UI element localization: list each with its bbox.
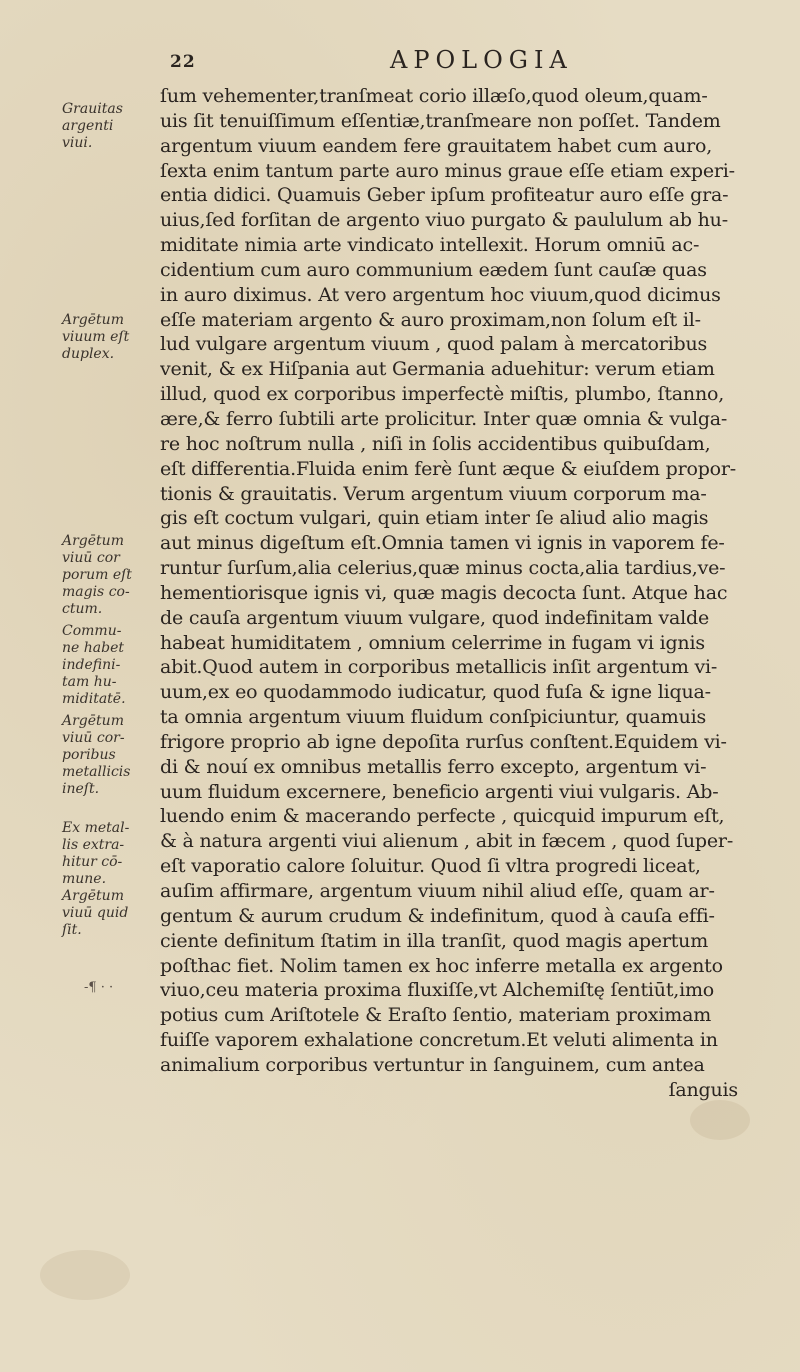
text-line: uum,ex eo quodammodo iudicatur, quod fuſa & igne liqua- [160,681,711,704]
margin-note [62,713,162,798]
text-line: eſt vaporatio calore ſoluitur. Quod ſi vltra progredi liceat, [160,855,701,878]
text-line: gentum & aurum crudum & indefinitum, quod à cauſa effi- [160,904,715,927]
text-line: uis ſit tenuiſſimum eſſentiæ,tranſmeare non poſſet. Tandem [160,109,721,132]
margin-note-line: magis co- [62,584,130,600]
text-line: entia didici. Quamuis Geber ipſum profiteatur auro eſſe gra- [160,184,729,207]
text-line: miditate nimia arte vindicato intellexit. Horum omniū ac- [160,234,700,257]
margin-note-line: ctum. [62,601,103,617]
margin-note [62,101,162,152]
text-line: uum fluidum excernere, beneficio argenti viui vulgaris. Ab- [160,780,719,803]
text-line: in auro diximus. At vero argentum hoc viuum,quod dicimus [160,283,721,306]
body-text [160,84,800,1103]
running-title: APOLOGIA [390,46,573,74]
margin-note-line: Commu- [62,623,122,639]
margin-note-line: Argētum [62,312,124,328]
margin-note [62,312,162,363]
text-line: eſſe materiam argento & auro proximam,non ſolum eſt il- [160,308,701,331]
text-line: illud, quod ex corporibus imperfectè miſtis, plumbo, ſtanno, [160,383,725,406]
text-line: poſthac fiet. Nolim tamen ex hoc inferre metalla ex argento [160,954,723,977]
text-line: runtur ſurſum,alia celerius,quæ minus cocta,alia tardius,ve- [160,557,726,580]
text-line: luendo enim & macerando perfecte , quicquid impurum eſt, [160,805,725,828]
margin-note [62,533,162,618]
text-line: auſim affirmare, argentum viuum nihil aliud eſſe, quam ar- [160,880,715,902]
text-line: tionis & grauitatis. Verum argentum viuum corporum ma- [160,482,707,505]
text-line: fuiſſe vaporem exhalatione concretum.Et veluti alimenta in [160,1029,718,1052]
margin-note [62,888,162,939]
text-line: potius cum Ariſtotele & Eraſto ſentio, materiam proximam [160,1004,712,1027]
text-line: ciente definitum ſtatim in illa tranſit, quod magis apertum [160,929,709,952]
text-line: frigore proprio ab igne depoſita rurſus conſtent.Equidem vi- [160,730,727,753]
text-line: ſum vehementer,tranſmeat corio illæſo,quod oleum,quam- [160,85,708,107]
margin-note-line: ne habet [62,640,124,656]
page-number: 22 [170,52,196,72]
margin-note-line: Grauitas [62,101,123,117]
margin-note-line: argenti [62,118,114,134]
text-line: viuo,ceu materia proxima fluxiſſe,vt Alchemiſtę ſentiūt,imo [160,979,715,1002]
text-line: cidentium cum auro communium eædem ſunt cauſæ quas [160,258,707,281]
text-line: animalium corporibus vertuntur in ſanguinem, cum antea [160,1053,705,1076]
text-line: argentum viuum eandem fere grauitatem habet cum auro, [160,134,713,157]
ornament-mark: -¶ · · [84,980,114,995]
page-header [0,44,800,74]
text-line: ſexta enim tantum parte auro minus graue eſſe etiam experi- [160,159,735,182]
paper-stain [690,1100,750,1140]
text-line: venit, & ex Hiſpania aut Germania aduehitur: verum etiam [160,358,715,381]
text-line: di & nouí ex omnibus metallis ferro excepto, argentum vi- [160,755,707,778]
margin-note-line: tam hu- [62,674,117,690]
margin-note [62,623,162,708]
margin-note-line: lis extra- [62,837,125,853]
text-line: & à natura argenti viui alienum , abit in fæcem , quod ſuper- [160,830,734,853]
margin-note-line: Argētum [62,888,124,904]
text-line: aut minus digeſtum eſt.Omnia tamen vi ignis in vaporem fe- [160,532,725,555]
text-line: uius,ſed forſitan de argento viuo purgato & paululum ab hu- [160,209,728,232]
margin-note-line: viuū cor- [62,730,125,746]
margin-note [62,820,162,888]
margin-note-line: viuum eſt [62,329,130,345]
margin-note-line: indefini- [62,657,121,673]
text-line: hementiorisque ignis vi, quæ magis decocta ſunt. Atque hac [160,581,728,604]
text-line: gis eſt coctum vulgari, quin etiam inter ſe aliud alio magis [160,507,709,530]
text-line: de cauſa argentum viuum vulgare, quod indefinitam valde [160,606,710,629]
margin-note-line: ineſt. [62,781,100,797]
margin-note-line: mune. [62,871,107,887]
margin-note-line: Argētum [62,713,124,729]
text-line: eſt differentia.Fluida enim ferè ſunt æque & eiuſdem propor- [160,457,737,480]
margin-note-line: poribus [62,747,116,763]
margin-note-line: Argētum [62,533,124,549]
text-line: ta omnia argentum viuum fluidum conſpiciuntur, quamuis [160,706,707,729]
text-line: habeat humiditatem , omnium celerrime in fugam vi ignis [160,631,705,654]
margin-note-line: miditatē. [62,691,126,707]
text-line: ære,& ferro ſubtili arte prolicitur. Inter quæ omnia & vulga- [160,407,728,430]
margin-note-line: ſit. [62,922,82,938]
margin-note-line: viui. [62,135,93,151]
margin-note-line: viuū quid [62,905,129,921]
text-line: re hoc noſtrum nulla , niſi in ſolis accidentibus quibuſdam, [160,432,711,455]
text-line: lud vulgare argentum viuum , quod palam à mercatoribus [160,333,708,356]
margin-note-line: Ex metal- [62,820,130,836]
paper-stain [40,1250,130,1300]
margin-note-line: viuū cor [62,550,120,566]
margin-note-line: duplex. [62,346,115,362]
text-line: abit.Quod autem in corporibus metallicis inſit argentum vi- [160,656,718,679]
catchword: ſanguis [668,1078,738,1101]
margin-note-line: porum eſt [62,567,132,583]
margin-note-line: metallicis [62,764,131,780]
margin-note-line: hitur cō- [62,854,123,870]
